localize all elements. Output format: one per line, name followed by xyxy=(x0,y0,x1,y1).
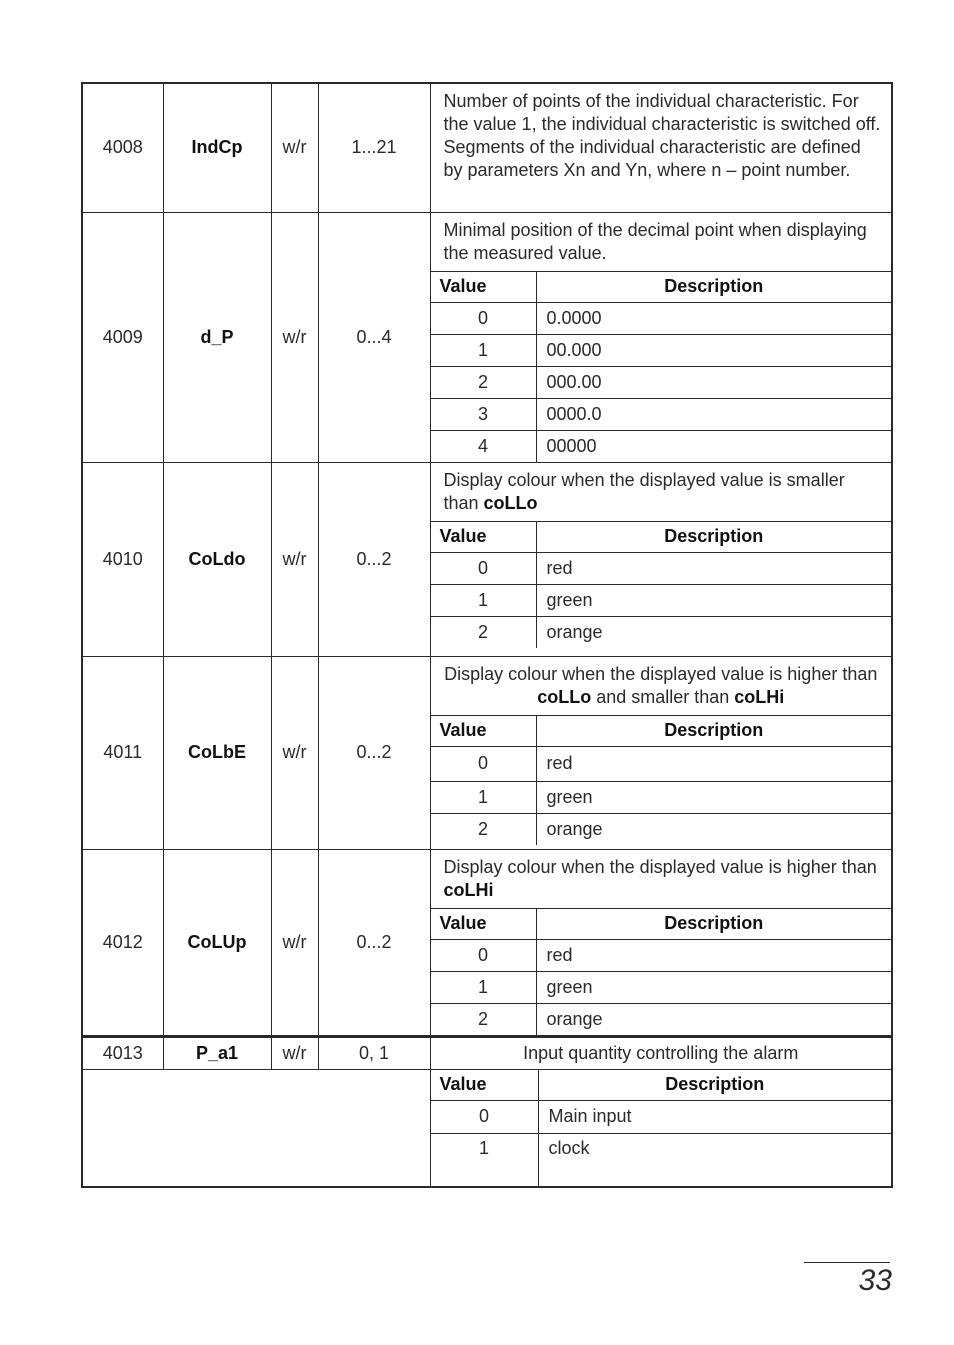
param-description-cell xyxy=(430,1069,892,1187)
description-header: Description xyxy=(536,715,891,746)
page-number-rule xyxy=(804,1262,890,1263)
param-access: w/r xyxy=(271,1036,318,1069)
param-address: 4012 xyxy=(82,849,163,1036)
param-name: IndCp xyxy=(163,83,271,212)
param-row-4009 xyxy=(82,212,892,462)
value-cell: 2 xyxy=(431,366,537,398)
value-cell: 0 xyxy=(431,302,537,334)
value-cell: 1 xyxy=(431,1133,539,1186)
value-header: Value xyxy=(431,908,537,939)
param-address: 4011 xyxy=(82,656,163,849)
param-ref: coLHi xyxy=(443,879,494,900)
value-table-row xyxy=(431,334,892,366)
value-cell: 0 xyxy=(431,552,537,584)
param-range: 0...2 xyxy=(318,849,430,1036)
param-address: 4010 xyxy=(82,462,163,656)
param-row-4010 xyxy=(82,462,892,656)
param-address: 4009 xyxy=(82,212,163,462)
value-table xyxy=(431,715,892,845)
value-table-row xyxy=(431,430,892,462)
param-row-4013-values xyxy=(82,1069,892,1187)
value-header: Value xyxy=(431,1069,539,1100)
value-cell: 1 xyxy=(431,584,537,616)
value-cell: 1 xyxy=(431,334,537,366)
param-description: Minimal position of the decimal point when displaying the measured value. xyxy=(443,219,867,263)
value-table-row xyxy=(431,616,892,648)
param-access: w/r xyxy=(271,656,318,849)
description-cell: Main input xyxy=(538,1100,891,1133)
value-header: Value xyxy=(431,715,537,746)
param-name: CoLbE xyxy=(163,656,271,849)
description-cell: orange xyxy=(536,1003,891,1035)
description-cell: 00.000 xyxy=(536,334,891,366)
value-table xyxy=(431,1069,892,1186)
description-cell: red xyxy=(536,552,891,584)
param-description-cell xyxy=(430,462,892,656)
value-table xyxy=(431,521,892,648)
param-range: 0...2 xyxy=(318,656,430,849)
value-table-header xyxy=(431,908,892,939)
value-table-header xyxy=(431,521,892,552)
param-description: Display colour when the displayed value is smaller than coLLo xyxy=(443,469,845,513)
value-table-row xyxy=(431,939,892,971)
param-description: Display colour when the displayed value is higher than coLHi xyxy=(443,856,877,900)
value-table-row xyxy=(431,398,892,430)
description-cell: 0.0000 xyxy=(536,302,891,334)
description-cell: green xyxy=(536,584,891,616)
param-ref: coLLo xyxy=(483,492,538,513)
param-range: 0...4 xyxy=(318,212,430,462)
description-cell: green xyxy=(536,971,891,1003)
value-table-row xyxy=(431,781,892,813)
description-cell: 00000 xyxy=(536,430,891,462)
page-number: 33 xyxy=(858,1264,892,1297)
description-header: Description xyxy=(538,1069,891,1100)
description-cell: orange xyxy=(536,813,891,845)
value-table-row xyxy=(431,746,892,781)
param-row-4008 xyxy=(82,83,892,212)
param-range: 0...2 xyxy=(318,462,430,656)
param-row-4011 xyxy=(82,656,892,849)
value-table-row xyxy=(431,1003,892,1035)
value-cell: 0 xyxy=(431,746,537,781)
value-cell: 2 xyxy=(431,813,537,845)
value-table-row xyxy=(431,1133,892,1186)
param-ref: coLHi xyxy=(734,686,785,707)
param-description-cell xyxy=(430,83,892,212)
value-cell: 0 xyxy=(431,939,537,971)
param-address: 4013 xyxy=(82,1036,163,1069)
param-access: w/r xyxy=(271,462,318,656)
param-range: 1...21 xyxy=(318,83,430,212)
param-name: CoLdo xyxy=(163,462,271,656)
param-description-cell xyxy=(430,212,892,462)
param-description: Number of points of the individual characteristic. For the value 1, the individual characteristic is switched off. Segments of the individual characteristic are defined by parameters Xn and Yn, where n – point number. xyxy=(443,91,881,180)
value-table-row xyxy=(431,302,892,334)
value-cell: 2 xyxy=(431,1003,537,1035)
value-table-row xyxy=(431,1100,892,1133)
value-table xyxy=(431,271,892,462)
value-cell: 4 xyxy=(431,430,537,462)
description-cell: red xyxy=(536,746,891,781)
description-header: Description xyxy=(536,908,891,939)
param-access: w/r xyxy=(271,212,318,462)
description-cell: red xyxy=(536,939,891,971)
value-cell: 2 xyxy=(431,616,537,648)
value-header: Value xyxy=(431,521,537,552)
description-header: Description xyxy=(536,521,891,552)
param-name: P_a1 xyxy=(163,1036,271,1069)
description-cell: green xyxy=(536,781,891,813)
value-cell: 3 xyxy=(431,398,537,430)
value-cell: 1 xyxy=(431,971,537,1003)
description-cell: 000.00 xyxy=(536,366,891,398)
param-description-cell xyxy=(430,849,892,1036)
param-row-4013 xyxy=(82,1036,892,1069)
description-header: Description xyxy=(536,271,891,302)
empty-cell xyxy=(82,1069,430,1187)
value-table-row xyxy=(431,813,892,845)
value-table-header xyxy=(431,271,892,302)
value-table-header xyxy=(431,715,892,746)
param-row-4012 xyxy=(82,849,892,1036)
value-table-header xyxy=(431,1069,892,1100)
param-name: d_P xyxy=(163,212,271,462)
description-cell: clock xyxy=(538,1133,891,1186)
value-table-row xyxy=(431,366,892,398)
value-table-row xyxy=(431,552,892,584)
parameters-table xyxy=(81,82,893,1188)
param-access: w/r xyxy=(271,83,318,212)
param-name: CoLUp xyxy=(163,849,271,1036)
description-cell: 0000.0 xyxy=(536,398,891,430)
param-description-cell xyxy=(430,656,892,849)
value-table-row xyxy=(431,971,892,1003)
value-header: Value xyxy=(431,271,537,302)
param-ref: coLLo xyxy=(537,686,592,707)
param-access: w/r xyxy=(271,849,318,1036)
param-description-cell: Input quantity controlling the alarm xyxy=(430,1036,892,1069)
param-description: Display colour when the displayed value is higher than coLLo and smaller than coLHi xyxy=(444,663,878,707)
value-table xyxy=(431,908,892,1035)
param-address: 4008 xyxy=(82,83,163,212)
value-cell: 0 xyxy=(431,1100,539,1133)
param-range: 0, 1 xyxy=(318,1036,430,1069)
value-table-row xyxy=(431,584,892,616)
value-cell: 1 xyxy=(431,781,537,813)
description-cell: orange xyxy=(536,616,891,648)
